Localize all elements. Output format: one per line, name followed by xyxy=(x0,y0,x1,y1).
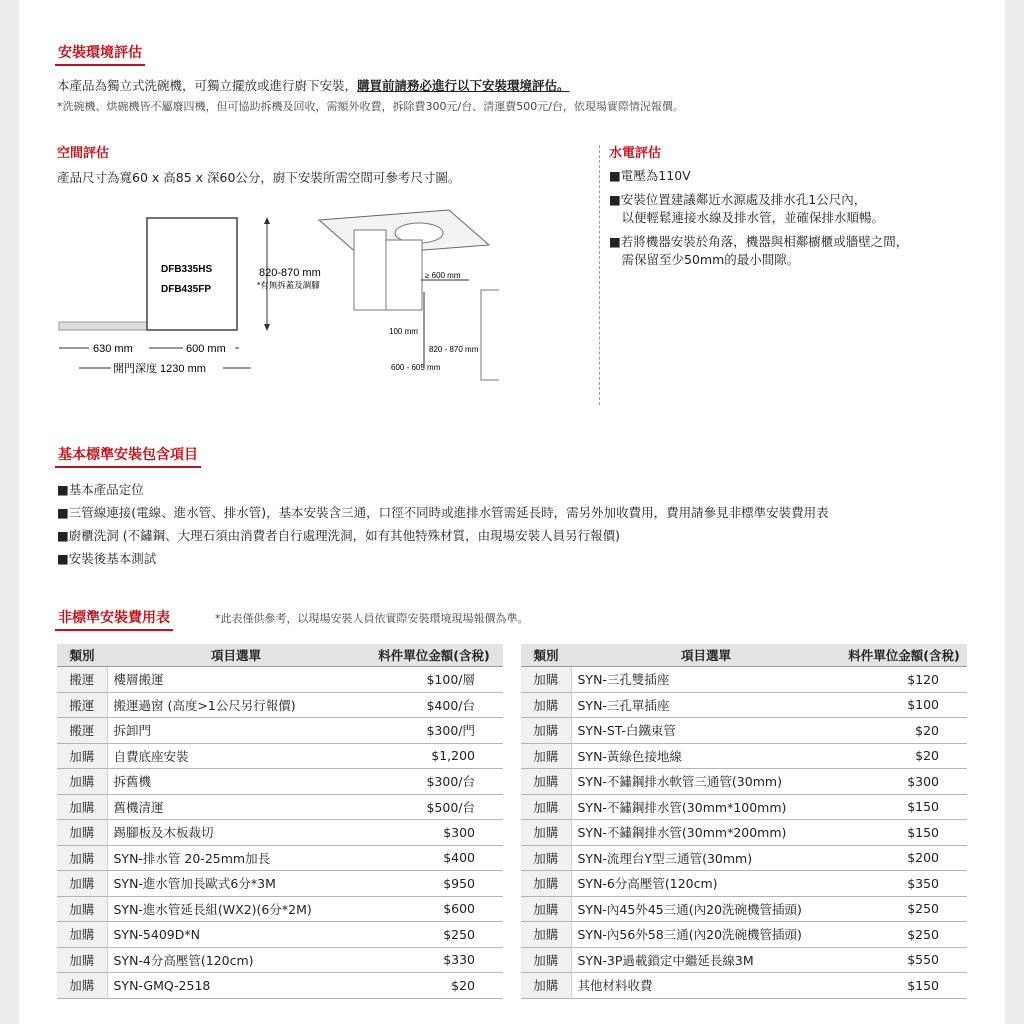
row-category: 加購 xyxy=(521,820,571,846)
table-row xyxy=(57,718,503,744)
row-price: $350 xyxy=(841,871,967,897)
header-category: 類別 xyxy=(57,644,107,667)
table-row xyxy=(57,794,503,820)
row-item: 拆舊機 xyxy=(107,769,365,795)
row-price: $150 xyxy=(841,794,967,820)
row-item: SYN-ST-白鐵束管 xyxy=(571,718,841,744)
row-item: SYN-內56外58三通(內20洗碗機管插頭) xyxy=(571,922,841,948)
dimension-diagram xyxy=(49,200,499,390)
header-category: 類別 xyxy=(521,644,571,667)
row-category: 加購 xyxy=(57,973,107,999)
env-intro xyxy=(57,76,570,94)
row-category: 加購 xyxy=(521,973,571,999)
row-price: $20 xyxy=(841,718,967,744)
row-price: $330 xyxy=(365,947,503,973)
row-item: 搬運過窗 (高度>1公尺另行報價) xyxy=(107,692,365,718)
basic-title: 基本標準安裝包含項目 xyxy=(55,442,201,468)
row-item: 舊機清運 xyxy=(107,794,365,820)
table-row xyxy=(521,718,967,744)
row-item: SYN-GMQ-2518 xyxy=(107,973,365,999)
row-item: SYN-三孔單插座 xyxy=(571,692,841,718)
cab-depth-label: 600 - 605 mm xyxy=(391,363,441,372)
spec-sheet xyxy=(19,0,1005,1024)
row-price: $300/門 xyxy=(365,718,503,744)
row-category: 加購 xyxy=(521,922,571,948)
cab-100-label: 100 mm xyxy=(389,327,418,336)
cab-height-label: 820 - 870 mm xyxy=(429,345,479,354)
row-item: SYN-不鏽鋼排水管(30mm*100mm) xyxy=(571,794,841,820)
section-divider xyxy=(599,145,600,405)
row-item: 拆卸門 xyxy=(107,718,365,744)
row-item: SYN-4分高壓管(120cm) xyxy=(107,947,365,973)
basic-item: ■基本產品定位 xyxy=(57,482,144,497)
table-row xyxy=(57,973,503,999)
header-price: 料件單位金額(含稅) xyxy=(841,644,967,667)
basic-item: ■廚櫃洗洞 (不鏽鋼、大理石須由消費者自行處理洗洞，如有其他特殊材質，由現場安裝人員另行報價) xyxy=(57,528,621,543)
env-intro-text: 本產品為獨立式洗碗機，可獨立擺放或進行廚下安裝， xyxy=(57,78,358,93)
table-row xyxy=(521,769,967,795)
row-item: SYN-進水管加長歐式6分*3M xyxy=(107,871,365,897)
table-row xyxy=(57,896,503,922)
row-item: SYN-3P過載鎖定中繼延長線3M xyxy=(571,947,841,973)
arrow-down-icon xyxy=(264,324,270,331)
row-category: 加購 xyxy=(521,871,571,897)
table-row xyxy=(521,794,967,820)
cabinet-right xyxy=(481,290,499,380)
header-item: 項目選單 xyxy=(107,644,365,667)
row-category: 加購 xyxy=(57,769,107,795)
row-price: $400/台 xyxy=(365,692,503,718)
counter-top-shape xyxy=(59,322,161,330)
row-category: 加購 xyxy=(521,718,571,744)
row-category: 加購 xyxy=(57,947,107,973)
row-price: $300/台 xyxy=(365,769,503,795)
row-category: 加購 xyxy=(57,845,107,871)
row-price: $250 xyxy=(841,896,967,922)
cabinet-mid xyxy=(386,240,422,310)
table-row xyxy=(57,947,503,973)
row-price: $950 xyxy=(365,871,503,897)
row-item: SYN-黃綠色接地線 xyxy=(571,743,841,769)
basic-item: ■三管線連接(電線、進水管、排水管)，基本安裝含三通，口徑不同時或進排水管需延長時，需另外加收費用，費用請參見非標準安裝費用表 xyxy=(57,505,829,520)
row-item: SYN-內45外45三通(內20洗碗機管插頭) xyxy=(571,896,841,922)
fee-table-header xyxy=(521,644,967,667)
row-price: $300 xyxy=(365,820,503,846)
row-item: 其他材料收費 xyxy=(571,973,841,999)
row-item: SYN-進水管延長組(WX2)(6分*2M) xyxy=(107,896,365,922)
power-item: ■電壓為110V xyxy=(609,168,691,183)
table-row xyxy=(521,922,967,948)
row-category: 加購 xyxy=(57,743,107,769)
cabinet-left xyxy=(354,230,386,310)
table-row xyxy=(521,896,967,922)
row-category: 加購 xyxy=(57,871,107,897)
height-note: *有無拆蓋及調腳 xyxy=(257,280,320,290)
row-item: 踢腳板及木板裁切 xyxy=(107,820,365,846)
space-title: 空間評估 xyxy=(57,146,110,161)
row-category: 搬運 xyxy=(57,692,107,718)
table-row xyxy=(521,820,967,846)
row-category: 加購 xyxy=(521,769,571,795)
table-row xyxy=(57,692,503,718)
row-price: $120 xyxy=(841,667,967,693)
power-title: 水電評估 xyxy=(609,146,662,161)
row-category: 加購 xyxy=(57,794,107,820)
row-item: 樓層搬運 xyxy=(107,667,365,693)
table-row xyxy=(57,871,503,897)
table-row xyxy=(57,743,503,769)
row-category: 加購 xyxy=(57,820,107,846)
row-item: SYN-排水管 20-25mm加長 xyxy=(107,845,365,871)
nonstd-note: *此表僅供參考，以現場安裝人員依實際安裝環境現場報價為準。 xyxy=(215,612,529,625)
model-label-2: DFB435FP xyxy=(161,284,212,295)
row-price: $550 xyxy=(841,947,967,973)
row-category: 加購 xyxy=(521,845,571,871)
row-category: 加購 xyxy=(57,896,107,922)
row-price: $100/層 xyxy=(365,667,503,693)
table-row xyxy=(57,769,503,795)
row-item: SYN-三孔雙插座 xyxy=(571,667,841,693)
power-item: ■安裝位置建議鄰近水源處及排水孔1公尺內， xyxy=(609,192,867,207)
row-item: SYN-流理台Y型三通管(30mm) xyxy=(571,845,841,871)
row-category: 加購 xyxy=(521,896,571,922)
row-price: $150 xyxy=(841,820,967,846)
env-note: *洗碗機、烘碗機皆不屬廢四機，但可協助拆機及回收，需額外收費，拆除費300元/台、清運費500元/台，依現場實際情況報價。 xyxy=(57,100,684,113)
dim-630-label: 630 mm xyxy=(93,343,133,355)
table-row xyxy=(57,820,503,846)
row-item: SYN-不鏽鋼排水軟管三通管(30mm) xyxy=(571,769,841,795)
header-item: 項目選單 xyxy=(571,644,841,667)
row-price: $20 xyxy=(841,743,967,769)
power-item: 需保留至少50mm的最小間隙。 xyxy=(609,252,800,267)
arrow-up-icon xyxy=(264,217,270,224)
row-price: $300 xyxy=(841,769,967,795)
row-price: $20 xyxy=(365,973,503,999)
table-row xyxy=(521,871,967,897)
row-price: $100 xyxy=(841,692,967,718)
row-price: $600 xyxy=(365,896,503,922)
table-row xyxy=(521,667,967,693)
row-item: SYN-不鏽鋼排水管(30mm*200mm) xyxy=(571,820,841,846)
table-row xyxy=(521,743,967,769)
table-row xyxy=(521,947,967,973)
row-price: $150 xyxy=(841,973,967,999)
row-category: 加購 xyxy=(521,667,571,693)
row-category: 搬運 xyxy=(57,718,107,744)
height-label: 820-870 mm xyxy=(259,267,321,279)
power-item: ■若將機器安裝於角落，機器與相鄰櫥櫃或牆壁之間， xyxy=(609,234,909,249)
row-price: $500/台 xyxy=(365,794,503,820)
table-row xyxy=(57,845,503,871)
row-item: SYN-6分高壓管(120cm) xyxy=(571,871,841,897)
row-category: 加購 xyxy=(521,947,571,973)
fee-table-right xyxy=(521,644,967,999)
row-category: 加購 xyxy=(521,794,571,820)
row-category: 加購 xyxy=(521,692,571,718)
row-category: 加購 xyxy=(57,922,107,948)
dim-600-label: 600 mm xyxy=(186,343,226,355)
row-price: $1,200 xyxy=(365,743,503,769)
row-item: 自費底座安裝 xyxy=(107,743,365,769)
door-depth-label: 開門深度 1230 mm xyxy=(113,363,206,375)
env-intro-emphasis: 購買前請務必進行以下安裝環境評估。 xyxy=(357,78,570,93)
power-item: 以便輕鬆連接水線及排水管，並確保排水順暢。 xyxy=(609,210,885,225)
table-row xyxy=(57,667,503,693)
fee-table-header xyxy=(57,644,503,667)
row-price: $400 xyxy=(365,845,503,871)
row-item: SYN-5409D*N xyxy=(107,922,365,948)
basic-item: ■安裝後基本測試 xyxy=(57,551,157,566)
table-row xyxy=(521,692,967,718)
table-row xyxy=(521,845,967,871)
table-row xyxy=(57,922,503,948)
row-category: 搬運 xyxy=(57,667,107,693)
row-category: 加購 xyxy=(521,743,571,769)
row-price: $250 xyxy=(365,922,503,948)
nonstd-title: 非標準安裝費用表 xyxy=(55,605,173,631)
fee-table-left xyxy=(57,644,503,999)
model-label-1: DFB335HS xyxy=(161,264,213,275)
env-title: 安裝環境評估 xyxy=(55,40,145,66)
table-row xyxy=(521,973,967,999)
cab-width-label: ≥ 600 mm xyxy=(425,271,461,280)
header-price: 料件單位金額(含稅) xyxy=(365,644,503,667)
row-price: $250 xyxy=(841,922,967,948)
space-text: 產品尺寸為寬60 x 高85 x 深60公分，廚下安裝所需空間可參考尺寸圖。 xyxy=(57,170,461,185)
row-price: $200 xyxy=(841,845,967,871)
